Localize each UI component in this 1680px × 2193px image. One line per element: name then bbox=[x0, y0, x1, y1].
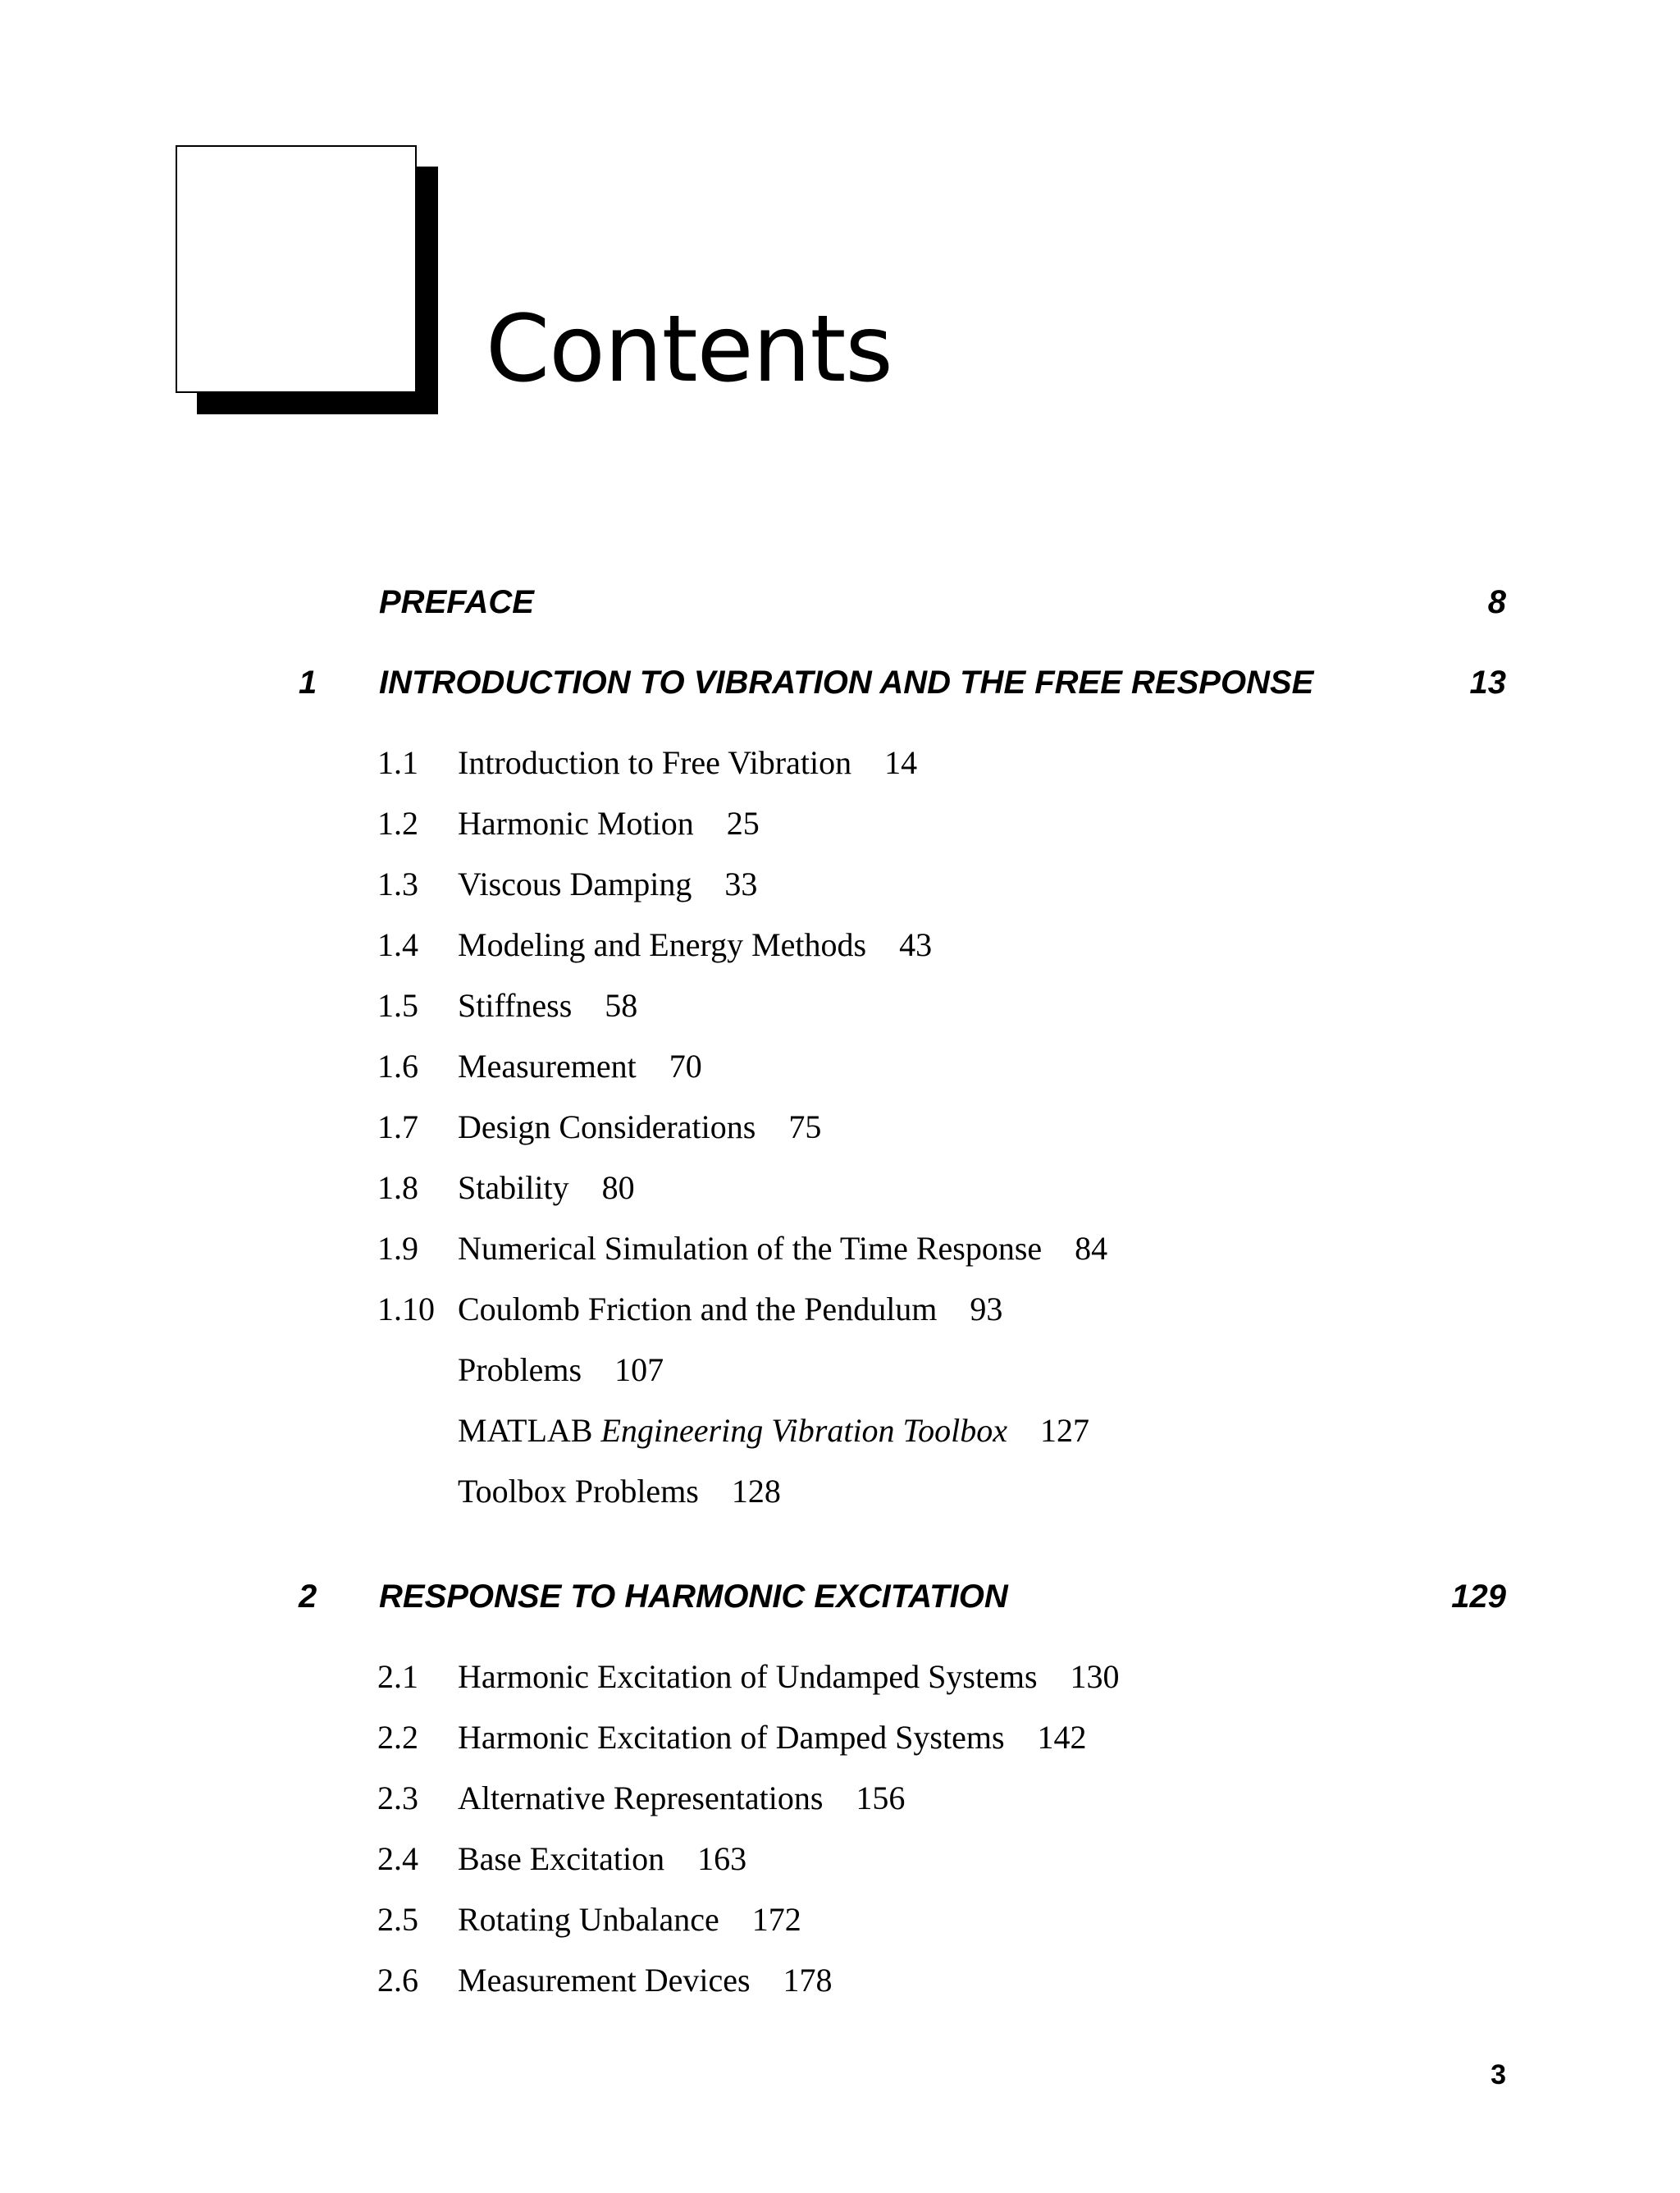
section-title: Stiffness bbox=[458, 987, 573, 1024]
section-number: 1.1 bbox=[377, 744, 418, 781]
section-page: 80 bbox=[601, 1169, 635, 1206]
section-title: Harmonic Excitation of Damped Systems bbox=[458, 1719, 1005, 1756]
section-title: Alternative Representations bbox=[458, 1780, 824, 1816]
section-page: 84 bbox=[1075, 1230, 1108, 1267]
section-title: Harmonic Excitation of Undamped Systems bbox=[458, 1658, 1038, 1695]
section-number: 2.5 bbox=[377, 1901, 418, 1938]
section-page: 142 bbox=[1037, 1719, 1087, 1756]
section-number: 2.1 bbox=[377, 1658, 418, 1695]
section-page: 178 bbox=[783, 1962, 833, 1999]
section-number: 1.2 bbox=[377, 805, 418, 842]
chapter-number: 1 bbox=[299, 665, 317, 701]
extra-title-italic: Engineering Vibration Toolbox bbox=[600, 1412, 1007, 1449]
section-number: 1.7 bbox=[377, 1108, 418, 1145]
chapter-title: RESPONSE TO HARMONIC EXCITATION bbox=[379, 1579, 1008, 1615]
chapter-number: 2 bbox=[299, 1579, 317, 1615]
section-title: Stability bbox=[458, 1169, 569, 1206]
extra-title: Toolbox Problems bbox=[458, 1473, 699, 1510]
section-number: 2.4 bbox=[377, 1840, 418, 1877]
section-number: 1.5 bbox=[377, 987, 418, 1024]
preface-page: 8 bbox=[1487, 584, 1506, 620]
section-page: 172 bbox=[751, 1901, 801, 1938]
extra-page: 127 bbox=[1040, 1412, 1089, 1449]
section-number: 2.3 bbox=[377, 1780, 418, 1816]
extra-page: 107 bbox=[614, 1351, 664, 1388]
section-title: Coulomb Friction and the Pendulum bbox=[458, 1291, 938, 1327]
section-title: Rotating Unbalance bbox=[458, 1901, 719, 1938]
section-title: Measurement bbox=[458, 1048, 637, 1085]
section-number: 2.2 bbox=[377, 1719, 418, 1756]
section-page: 130 bbox=[1070, 1658, 1120, 1695]
section-title: Base Excitation bbox=[458, 1840, 665, 1877]
section-number: 1.4 bbox=[377, 926, 418, 963]
section-page: 43 bbox=[899, 926, 933, 963]
section-page: 163 bbox=[697, 1840, 747, 1877]
section-page: 70 bbox=[669, 1048, 702, 1085]
extra-title-prefix: MATLAB bbox=[458, 1412, 593, 1449]
section-number: 2.6 bbox=[377, 1962, 418, 1999]
section-title: Design Considerations bbox=[458, 1108, 756, 1145]
section-title: Introduction to Free Vibration bbox=[458, 744, 852, 781]
section-page: 93 bbox=[970, 1291, 1003, 1327]
section-page: 156 bbox=[856, 1780, 906, 1816]
section-page: 33 bbox=[724, 866, 758, 902]
chapter-page: 129 bbox=[1451, 1579, 1506, 1615]
section-page: 25 bbox=[726, 805, 760, 842]
section-title: Viscous Damping bbox=[458, 866, 692, 902]
section-page: 58 bbox=[605, 987, 638, 1024]
section-number: 1.3 bbox=[377, 866, 418, 902]
section-page: 75 bbox=[788, 1108, 822, 1145]
section-number: 1.9 bbox=[377, 1230, 418, 1267]
section-number: 1.6 bbox=[377, 1048, 418, 1085]
preface-title: PREFACE bbox=[379, 584, 534, 620]
chapter-title: INTRODUCTION TO VIBRATION AND THE FREE RESPONSE bbox=[379, 665, 1314, 701]
page-number: 3 bbox=[1491, 2059, 1506, 2090]
chapter-page: 13 bbox=[1469, 665, 1506, 701]
extra-title: Problems bbox=[458, 1351, 582, 1388]
extra-page: 128 bbox=[731, 1473, 781, 1510]
section-number: 1.10 bbox=[377, 1291, 435, 1327]
section-title: Modeling and Energy Methods bbox=[458, 926, 867, 963]
section-title: Harmonic Motion bbox=[458, 805, 694, 842]
section-title: Measurement Devices bbox=[458, 1962, 751, 1999]
section-title: Numerical Simulation of the Time Response bbox=[458, 1230, 1043, 1267]
page-title: Contents bbox=[486, 296, 892, 403]
section-page: 14 bbox=[884, 744, 918, 781]
section-number: 1.8 bbox=[377, 1169, 418, 1206]
